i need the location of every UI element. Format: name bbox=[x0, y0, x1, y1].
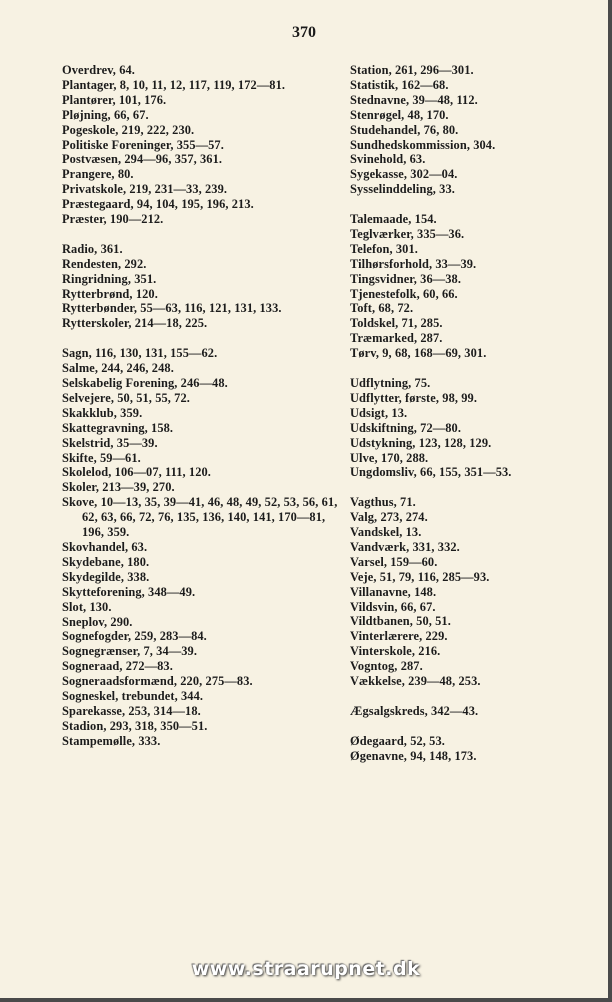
index-entry: Pløjning, 66, 67. bbox=[62, 107, 149, 122]
index-entry: Vogntog, 287. bbox=[350, 659, 423, 674]
group-spacer bbox=[350, 480, 600, 495]
group-spacer bbox=[62, 331, 340, 346]
index-entry: Udstykning, 123, 128, 129. bbox=[350, 435, 492, 450]
index-entry: Stampemølle, 333. bbox=[62, 733, 161, 748]
index-entry: Postvæsen, 294—96, 357, 361. bbox=[62, 152, 223, 167]
index-entry: Ringridning, 351. bbox=[62, 271, 157, 286]
index-entry: Radio, 361. bbox=[62, 241, 123, 256]
index-entry: Sogneraad, 272—83. bbox=[62, 659, 173, 674]
group-spacer bbox=[350, 719, 600, 734]
index-entry: Toft, 68, 72. bbox=[350, 301, 414, 316]
index-entry: Skattegravning, 158. bbox=[62, 420, 174, 435]
index-entry: Rytterskoler, 214—18, 225. bbox=[62, 316, 208, 331]
index-entry: Træmarked, 287. bbox=[350, 331, 443, 346]
index-entry: Øgenavne, 94, 148, 173. bbox=[350, 748, 477, 763]
index-entry: Sogneskel, trebundet, 344. bbox=[62, 689, 204, 704]
index-column-left bbox=[62, 63, 340, 749]
index-entry: Tørv, 9, 68, 168—69, 301. bbox=[350, 346, 487, 361]
index-entry: Stenrøgel, 48, 170. bbox=[350, 107, 449, 122]
index-entry: Toldskel, 71, 285. bbox=[350, 316, 443, 331]
index-entry: Udskiftning, 72—80. bbox=[350, 420, 462, 435]
group-spacer bbox=[62, 227, 340, 242]
index-entry: Prangere, 80. bbox=[62, 167, 134, 182]
index-entry: Vinterskole, 216. bbox=[350, 644, 441, 659]
index-entry: Vinterlærere, 229. bbox=[350, 629, 448, 644]
index-entry: Skoler, 213—39, 270. bbox=[62, 480, 175, 495]
index-entry: Plantører, 101, 176. bbox=[62, 92, 167, 107]
group-spacer bbox=[350, 361, 600, 376]
index-entry: Skifte, 59—61. bbox=[62, 450, 141, 465]
index-entry: Vækkelse, 239—48, 253. bbox=[350, 674, 481, 689]
index-entry: Varsel, 159—60. bbox=[350, 554, 438, 569]
index-entry: Rytterbrønd, 120. bbox=[62, 286, 158, 301]
index-entry: Sysselinddeling, 33. bbox=[350, 182, 455, 197]
index-entry: Vandskel, 13. bbox=[350, 525, 422, 540]
index-entry: Sognefogder, 259, 283—84. bbox=[62, 629, 207, 644]
index-entry: Sundhedskommission, 304. bbox=[350, 137, 496, 152]
index-entry: Udflytter, første, 98, 99. bbox=[350, 390, 478, 405]
index-entry: Tjenestefolk, 60, 66. bbox=[350, 286, 458, 301]
index-entry: Skolelod, 106—07, 111, 120. bbox=[62, 465, 212, 480]
index-column-right bbox=[350, 63, 600, 764]
index-entry: Stednavne, 39—48, 112. bbox=[350, 92, 478, 107]
index-entry: Tilhørsforhold, 33—39. bbox=[350, 256, 477, 271]
index-entry: Teglværker, 335—36. bbox=[350, 226, 465, 241]
index-entry: Vildsvin, 66, 67. bbox=[350, 599, 436, 614]
index-entry: Tingsvidner, 36—38. bbox=[350, 271, 462, 286]
index-entry: Udflytning, 75. bbox=[350, 376, 431, 390]
index-entry: Vagthus, 71. bbox=[350, 495, 416, 510]
index-entry: Sognegrænser, 7, 34—39. bbox=[62, 644, 198, 659]
index-entry: Skove, 10—13, 35, 39—41, 46, 48, 49, 52, 53, 56, 61, 62, 63, 66, 72, 76, 135, 136, 140, 141, 170—81, 196, 359. bbox=[62, 495, 338, 540]
index-entry: Sygekasse, 302—04. bbox=[350, 167, 458, 182]
index-entry: Station, 261, 296—301. bbox=[350, 63, 474, 77]
index-entry: Præstegaard, 94, 104, 195, 196, 213. bbox=[62, 197, 254, 212]
index-entry: Udsigt, 13. bbox=[350, 405, 408, 420]
index-entry: Villanavne, 148. bbox=[350, 584, 437, 599]
index-entry: Telefon, 301. bbox=[350, 241, 418, 256]
index-entry: Privatskole, 219, 231—33, 239. bbox=[62, 182, 228, 197]
index-entry: Pogeskole, 219, 222, 230. bbox=[62, 122, 195, 137]
index-entry: Skovhandel, 63. bbox=[62, 539, 148, 554]
index-entry: Selvejere, 50, 51, 55, 72. bbox=[62, 390, 190, 405]
index-entry: Studehandel, 76, 80. bbox=[350, 122, 459, 137]
index-entry: Skakklub, 359. bbox=[62, 405, 143, 420]
index-entry: Stadion, 293, 318, 350—51. bbox=[62, 718, 208, 733]
index-entry: Sparekasse, 253, 314—18. bbox=[62, 703, 201, 718]
index-entry: Skelstrid, 35—39. bbox=[62, 435, 158, 450]
index-entry: Salme, 244, 246, 248. bbox=[62, 361, 174, 376]
index-entry: Politiske Foreninger, 355—57. bbox=[62, 137, 224, 152]
index-entry: Veje, 51, 79, 116, 285—93. bbox=[350, 569, 490, 584]
index-entry: Sneplov, 290. bbox=[62, 614, 133, 629]
index-entry: Ungdomsliv, 66, 155, 351—53. bbox=[350, 465, 512, 480]
index-entry: Rendesten, 292. bbox=[62, 256, 147, 271]
index-entry: Rytterbønder, 55—63, 116, 121, 131, 133. bbox=[62, 301, 282, 316]
index-entry: Skytteforening, 348—49. bbox=[62, 584, 196, 599]
index-entry: Vandværk, 331, 332. bbox=[350, 539, 460, 554]
index-entry: Ødegaard, 52, 53. bbox=[350, 733, 445, 748]
index-entry: Vildtbanen, 50, 51. bbox=[350, 614, 451, 629]
index-entry: Ægsalgskreds, 342—43. bbox=[350, 703, 479, 718]
index-entry: Valg, 273, 274. bbox=[350, 510, 428, 525]
index-entry: Skydebane, 180. bbox=[62, 554, 150, 569]
index-entry: Præster, 190—212. bbox=[62, 212, 164, 227]
index-entry: Ulve, 170, 288. bbox=[350, 450, 429, 465]
index-entry: Skydegilde, 338. bbox=[62, 569, 150, 584]
index-entry: Talemaade, 154. bbox=[350, 212, 437, 227]
index-entry: Overdrev, 64. bbox=[62, 63, 135, 77]
index-entry: Sogneraadsformænd, 220, 275—83. bbox=[62, 674, 253, 689]
index-entry: Statistik, 162—68. bbox=[350, 77, 449, 92]
group-spacer bbox=[350, 197, 600, 212]
group-spacer bbox=[350, 689, 600, 704]
page-number: 370 bbox=[292, 24, 316, 41]
index-entry: Plantager, 8, 10, 11, 12, 117, 119, 172—81. bbox=[62, 77, 286, 92]
index-entry: Selskabelig Forening, 246—48. bbox=[62, 376, 228, 390]
index-entry: Sagn, 116, 130, 131, 155—62. bbox=[62, 346, 218, 361]
index-entry: Slot, 130. bbox=[62, 599, 112, 614]
index-entry: Svinehold, 63. bbox=[350, 152, 426, 167]
site-watermark: www.straarupnet.dk bbox=[191, 958, 421, 980]
